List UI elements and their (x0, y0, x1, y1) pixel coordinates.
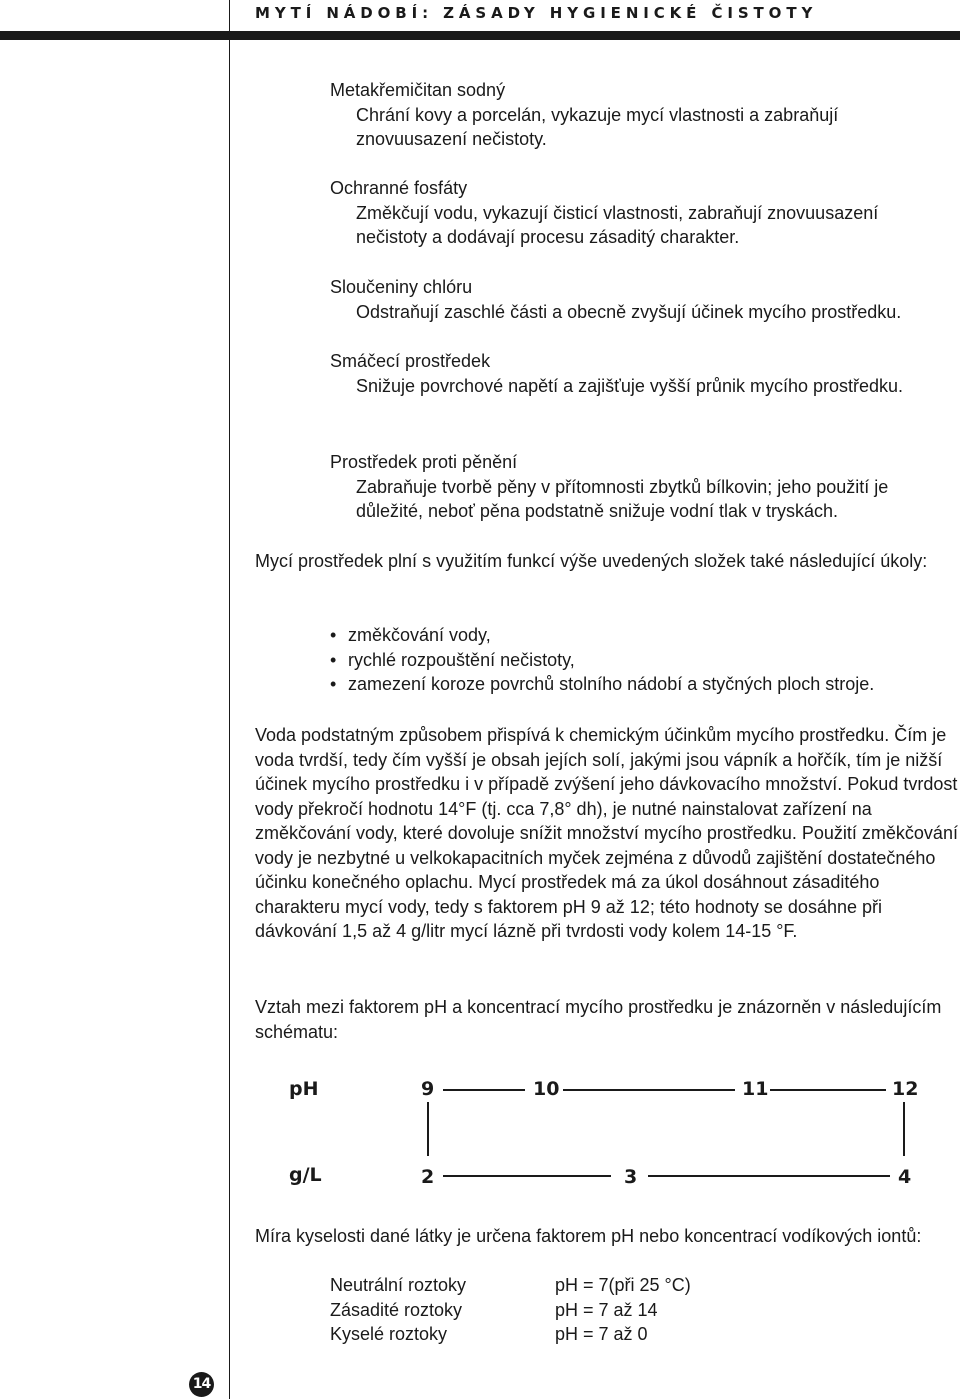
connector-line (563, 1089, 735, 1091)
tasks-intro: Mycí prostředek plní s využitím funkcí výše uvedených složek také následující úkoly: (255, 551, 928, 571)
gl-value: 2 (421, 1166, 435, 1188)
term-name: Smáčecí prostředek (330, 351, 491, 371)
term-block (330, 78, 940, 152)
list-item-text: zamezení koroze povrchů stolního nádobí a styčných ploch stroje. (348, 674, 875, 694)
term-description: Chrání kovy a porcelán, vykazuje mycí vlastnosti a zabraňují znovuusazení nečistoty. (356, 104, 839, 149)
term-description: Změkčují vodu, vykazují čisticí vlastnosti, zabraňují znovuusazení nečistoty a dodávají procesu zásaditý charakter. (356, 202, 879, 247)
ph-value: 9 (421, 1078, 435, 1100)
connector-line (443, 1089, 525, 1091)
connector-line (648, 1175, 890, 1177)
ph-value: 11 (742, 1078, 769, 1100)
gl-axis-label: g/L (289, 1164, 322, 1186)
header-bar (0, 31, 960, 40)
bullet-icon: • (330, 649, 337, 670)
connector-line (443, 1175, 611, 1177)
solution-ph: pH = 7(při 25 °C) (555, 1275, 691, 1295)
term-name: Ochranné fosfáty (330, 178, 468, 198)
ph-value: 12 (892, 1078, 919, 1100)
page-number: 14 (189, 1372, 214, 1397)
solution-ph: pH = 7 až 14 (555, 1299, 658, 1320)
table-row (330, 1273, 691, 1298)
task-list (330, 623, 874, 697)
margin-rule (229, 0, 230, 1399)
term-block (330, 176, 940, 250)
term-name: Metakřemičitan sodný (330, 80, 506, 100)
term-name: Sloučeniny chlóru (330, 277, 473, 297)
term-description: Zabraňuje tvorbě pěny v přítomnosti zbytků bílkovin; jeho použití je důležité, neboť pěna podstatně snižuje vodní tlak v tryskách. (356, 476, 889, 521)
section-title: MYTÍ NÁDOBÍ: ZÁSADY HYGIENICKÉ ČISTOTY (255, 4, 818, 22)
term-block (330, 275, 940, 324)
solution-name: Zásadité roztoky (330, 1299, 463, 1320)
table-row (330, 1322, 691, 1347)
term-description: Snižuje povrchové napětí a zajišťuje vyšší průnik mycího prostředku. (356, 375, 904, 396)
ph-concentration-schema (255, 1070, 960, 1200)
bullet-icon: • (330, 625, 337, 645)
connector-line (770, 1089, 886, 1091)
ph-value: 10 (533, 1078, 560, 1100)
table-row (330, 1298, 691, 1323)
list-item-text: změkčování vody, (348, 625, 491, 645)
water-hardness-paragraph: Voda podstatným způsobem přispívá k chemickým účinkům mycího prostředku. Čím je voda tvrdší, tedy čím vyšší je obsah jejích solí, jakými jsou vápník a hořčík, tím je nižší účinek mycího prostředku i v případě zvýšení jeho dávkovacího množství. Pokud tvrdost vody překročí hodnotu 14°F (tj. cca 7,8° dh), je nutné nainstalovat zařízení na změkčování vody, které dovoluje snížit množství mycího prostředku. Použití změkčování vody je nezbytné u velkokapacitních myček zejména z důvodů zajištění dostatečného účinku konečného oplachu. Mycí prostředek má za úkol dosáhnout zásaditého charakteru mycí vody, tedy s faktorem pH 9 až 12; této hodnoty se dosáhne při dávkování 1,5 až 4 g/litr mycí lázně při tvrdosti vody kolem 14-15 °F. (255, 725, 958, 941)
list-item (330, 623, 874, 648)
ph-axis-label: pH (289, 1078, 319, 1100)
list-item (330, 672, 874, 697)
term-block (330, 450, 940, 524)
solution-ph: pH = 7 až 0 (555, 1324, 648, 1344)
term-description: Odstraňují zaschlé části a obecně zvyšují účinek mycího prostředku. (356, 301, 902, 322)
term-block (330, 349, 940, 398)
list-item-text: rychlé rozpouštění nečistoty, (348, 649, 575, 670)
term-name: Prostředek proti pěnění (330, 452, 518, 472)
gl-value: 3 (624, 1166, 638, 1188)
bullet-icon: • (330, 674, 337, 694)
ph-table (330, 1273, 691, 1347)
connector-line (427, 1102, 429, 1156)
connector-line (903, 1102, 905, 1156)
gl-value: 4 (898, 1166, 912, 1188)
solution-name: Kyselé roztoky (330, 1324, 448, 1344)
acidity-intro: Míra kyselosti dané látky je určena faktorem pH nebo koncentrací vodíkových iontů: (255, 1226, 922, 1246)
list-item (330, 648, 874, 673)
schema-intro: Vztah mezi faktorem pH a koncentrací mycího prostředku je znázorněn v následujícím schématu: (255, 997, 942, 1042)
solution-name: Neutrální roztoky (330, 1275, 467, 1295)
